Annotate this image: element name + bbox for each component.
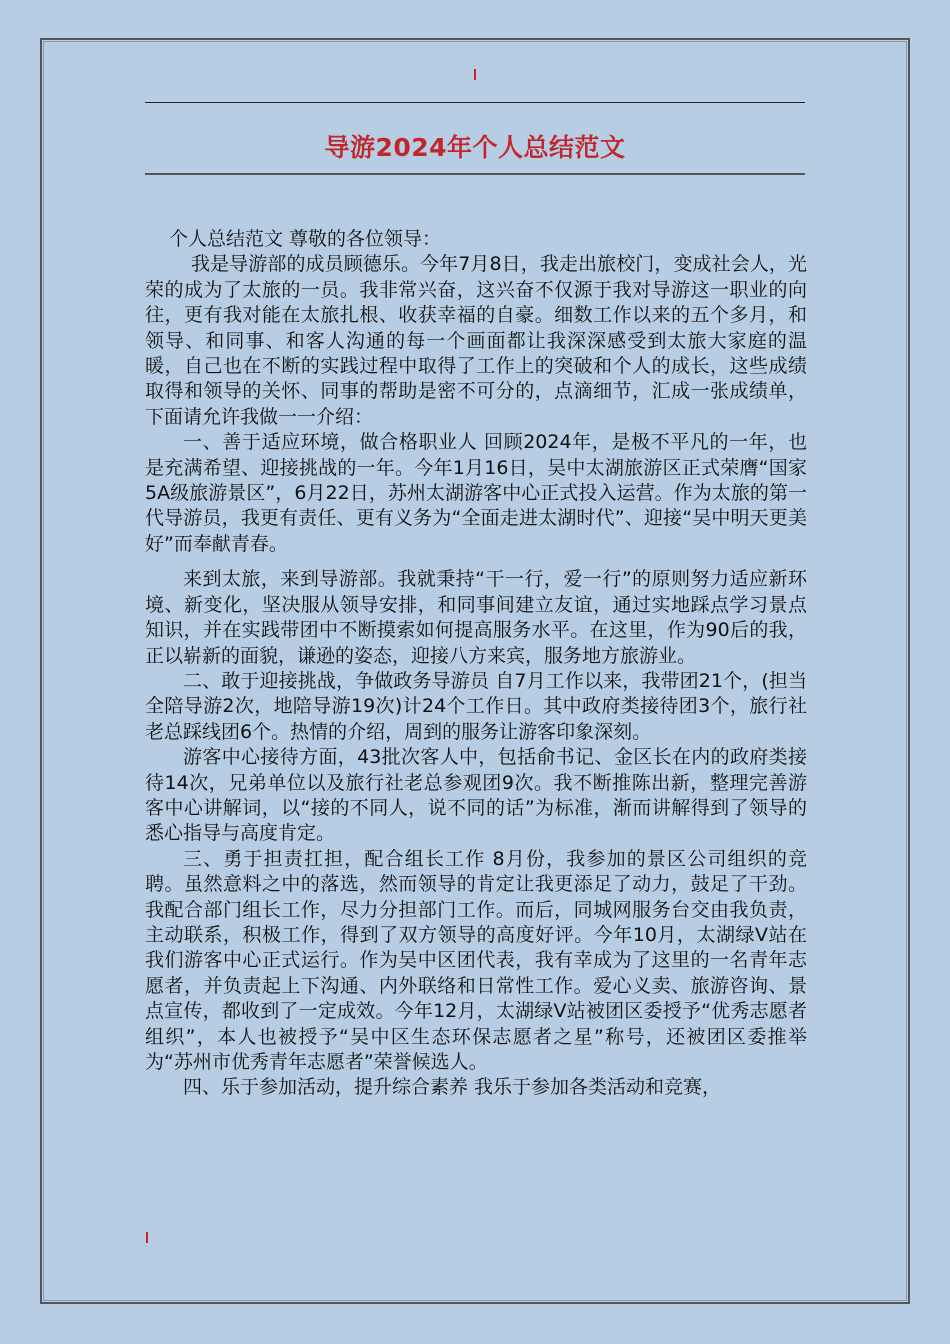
paragraph-section-3: 三、勇于担责扛担，配合组长工作 8月份，我参加的景区公司组织的竞聘。虽然意料之中的落选，然而领导的肯定让我更添足了动力，鼓足了干劲。我配合部门组长工作，尽力分担部门工作。而后，同城网服务台交由我负责，主动联系，积极工作，得到了双方领导的高度好评。今年10月，太湖绿V站在我们游客中心正式运行。作为吴中区团代表，我有幸成为了这里的一名青年志愿者，并负责起上下沟通、内外联络和日常性工作。爱心义卖、旅游咨询、景点宣传，都收到了一定成效。今年12月，太湖绿V站被团区委授予“优秀志愿者组织”，本人也被授予“吴中区生态环保志愿者之星”称号，还被团区委推举为“苏州市优秀青年志愿者”荣誉候选人。 — [145, 847, 807, 1073]
header-cursor-mark — [474, 69, 476, 80]
paragraph-section-1-detail: 来到太旅，来到导游部。我就秉持“干一行，爱一行”的原则努力适应新环境、新变化，坚决服从领导安排，和同事间建立友谊，通过实地踩点学习景点知识，并在实践带团中不断摸索如何提高服务水平。在这里，作为90后的我，正以崭新的面貌，谦逊的姿态，迎接八方来宾，服务地方旅游业。 — [145, 568, 807, 667]
paragraph-section-4: 四、乐于参加活动，提升综合素养 我乐于参加各类活动和竞赛， — [183, 1076, 722, 1099]
document-title: 导游2024年个人总结范文 — [324, 133, 626, 162]
header-rule — [145, 102, 805, 103]
paragraph-intro: 我是导游部的成员顾德乐。今年7月8日，我走出旅校门，变成社会人，光荣的成为了太旅的一员。我非常兴奋，这兴奋不仅源于我对导游这一职业的向往，更有我对能在太旅扎根、收获幸福的自豪。细数工作以来的五个多月，和领导、和同事、和客人沟通的每一个画面都让我深深感受到太旅大家庭的温暖，自己也在不断的实践过程中取得了工作上的突破和个人的成长，这些成绩取得和领导的关怀、同事的帮助是密不可分的，点滴细节，汇成一张成绩单，下面请允许我做一一介绍： — [145, 253, 807, 428]
paragraph-section-2-detail: 游客中心接待方面，43批次客人中，包括俞书记、金区长在内的政府类接待14次，兄弟单位以及旅行社老总参观团9次。我不断推陈出新，整理完善游客中心讲解词，以“接的不同人，说不同的话”为标准，渐而讲解得到了领导的悉心指导与高度肯定。 — [145, 746, 807, 845]
paragraph-greeting: 个人总结范文 尊敬的各位领导： — [169, 228, 442, 250]
footer-cursor-mark — [146, 1232, 148, 1243]
paragraph-section-1: 一、善于适应环境，做合格职业人 回顾2024年，是极不平凡的一年，也是充满希望、迎接挑战的一年。今年1月16日，吴中太湖旅游区正式荣膺“国家5A级旅游景区”，6月22日，苏州太湖游客中心正式投入运营。作为太旅的第一代导游员，我更有责任、更有义务为“全面走进太湖时代”、迎接“吴中明天更美好”而奉献青春。 — [145, 431, 807, 555]
title-rule — [145, 173, 805, 175]
paragraph-section-2: 二、敢于迎接挑战，争做政务导游员 自7月工作以来，我带团21个，(担当全陪导游2次，地陪导游19次)计24个工作日。其中政府类接待团3个，旅行社老总踩线团6个。热情的介绍，周到的服务让游客印象深刻。 — [145, 669, 807, 743]
document-body — [145, 227, 807, 1101]
